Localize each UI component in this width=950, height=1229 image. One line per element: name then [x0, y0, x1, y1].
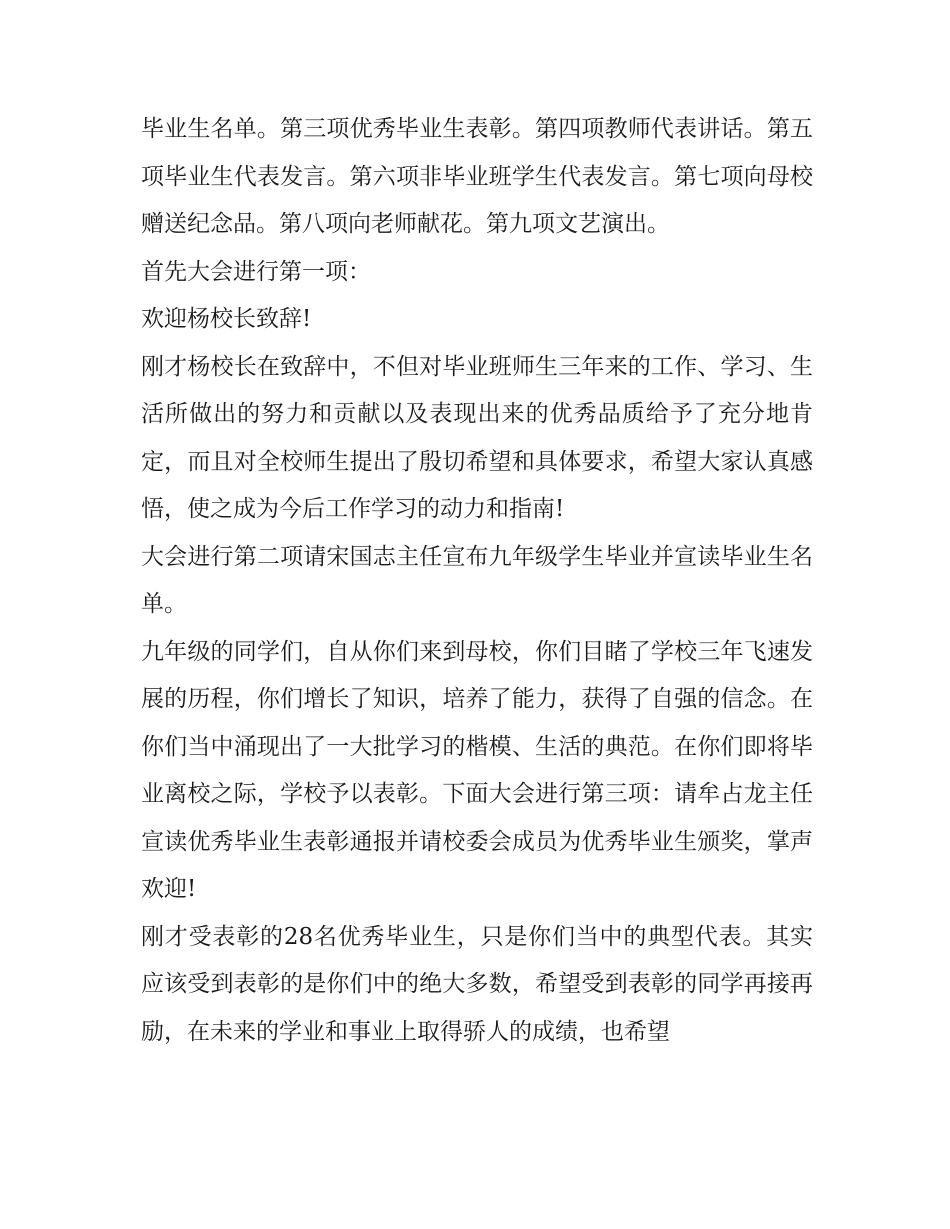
paragraph-welcome-principal: 欢迎杨校长致辞!: [141, 306, 312, 332]
paragraph-second-item: 大会进行第二项请宋国志主任宣布九年级学生毕业并宣读毕业生名单。: [141, 543, 813, 617]
document-body: [141, 106, 813, 1056]
paragraph-graduates-address: 九年级的同学们，自从你们来到母校，你们目睹了学校三年飞速发展的历程，你们增长了知识，培养了能力，获得了自强的信念。在你们当中涌现出了一大批学习的楷模、生活的典范。在你们即将毕业离校之际，学校予以表彰。下面大会进行第三项：请牟占龙主任宣读优秀毕业生表彰通报并请校委会成员为优秀毕业生颁奖，掌声欢迎!: [141, 638, 813, 902]
paragraph-first-item: 首先大会进行第一项：: [141, 258, 371, 285]
paragraph-agenda: 毕业生名单。第三项优秀毕业生表彰。第四项教师代表讲话。第五项毕业生代表发言。第六项非毕业班学生代表发言。第七项向母校赠送纪念品。第八项向老师献花。第九项文艺演出。: [141, 116, 813, 237]
paragraph-honored-graduates: 刚才受表彰的28名优秀毕业生，只是你们当中的典型代表。其实应该受到表彰的是你们中的绝大多数，希望受到表彰的同学再接再励，在未来的学业和事业上取得骄人的成绩，也希望: [141, 923, 813, 1045]
paragraph-principal-summary: 刚才杨校长在致辞中，不但对毕业班师生三年来的工作、学习、生活所做出的努力和贡献以及表现出来的优秀品质给予了充分地肯定，而且对全校师生提出了殷切希望和具体要求，希望大家认真感悟，使之成为今后工作学习的动力和指南!: [141, 353, 813, 522]
